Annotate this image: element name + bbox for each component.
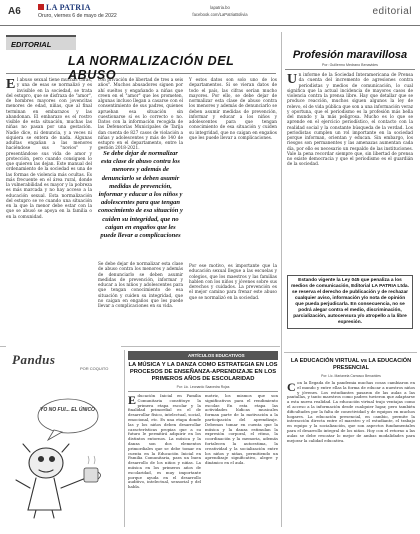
section-name: editorial xyxy=(372,6,412,17)
editorial-tag: EDITORIAL xyxy=(6,35,76,50)
page-number: A6 xyxy=(8,6,21,17)
website-link[interactable]: lapatria.bo xyxy=(210,5,230,10)
virtual-education-byline: Por: Lic. Marianela Carrasco Benavides xyxy=(321,374,381,378)
editorial-col1-text: l abuso sexual tiene muchas caras, y una de esas se normalizó y es invisible en la sociedad, se trata del estupro, que se disfraza de "amor", de hombres mayores con jovencitas menores de edad, niñas, que al final terminan en embarazos y las abandonan. El embarazo es el rostro visible de esta situación, muchas las niñas no pasan por una gestación. Nadie dice, ni denuncia, y a veces ni siquiera se entera de nada. Algunas adultas engañan a las menores haciéndose sus "novios" y presentándose sus vida de amor y protección, pero cuando consiguen lo que quieren las dejan. Este manual del ordenamiento de la sociedad es una de las formas de violencia más ocultas. Es más frecuente en el área rural, donde la vulnerabilidad es mayor y la pobreza es más marcada y no hay acceso a la educación sexual. Esta normalización del estupro se ve cuando una situación en la que la menor debe estar con la que se abusó se apoya en la familia o en la comunidad. xyxy=(6,78,92,220)
article-column-2: motriz, los mismos que son significativos para el rendimiento escolar. En esta etapa las actividades lúdicas musicales forman parte de la motivación a la participación del aprendizaje. Debemos tomar en cuenta que la música y la danza estimulan la expresión corporal, el ritmo, la coordinación y la memoria, además fortalecen la autoestima, la creatividad y la socialización entre los niños y niñas, permitiendo un aprendizaje significativo, alegre y dinámico en el aula. xyxy=(205,393,278,466)
editorial-column-2: con privación de libertad de tres a seis años". Muchos abusadores siguen por ahí sueltos y engañando a niñas que creen en el "amor" que les prometen, algunas incluso llegan a casarse con el consentimiento de sus padres, quienes aprueban esa situación sin cuestionarse si es lo correcto o no. Datos con la información recogida de las Defensorías Municipales de Tarija dan cuenta de 827 casos de violación a niñas y adolescentes y más de 140 de estupro en el departamento, entre la gestión 2018-2021. xyxy=(98,78,183,152)
article-title: LA MÚSICA Y LA DANZA COMO ESTRATEGIA EN LOS PROCESOS DE ENSEÑANZA-APRENDIZAJE EN LOS PRIMEROS AÑOS DE ESCOLARIDAD xyxy=(128,362,278,383)
cartoon-credit: POR COQUITO xyxy=(80,366,109,371)
editorial-column-3-bottom: Por ese motivo, es importante que la educación sexual llegue a las escuelas y colegios, que los maestros y las familias hablen con los niños y jóvenes sobre sus derechos y cuidados. La prevención es el mejor camino para frenar este abuso que se normalizó en la sociedad. xyxy=(189,264,277,301)
section-bar: ARTÍCULOS EDUCATIVOS xyxy=(128,351,278,360)
opinion-body-text: n informe de la Sociedad Interamericana de Prensa da cuenta del incremento de agresiones contra periodistas y medios de comunicación, lo cual significa que la actual incidencia de mayores casos de violencia contra la prensa libre. Hay que detallar que se produce reacción, muchos siguen algunos la ley de relevo, el de vida pública que son a una información veraz y oportuna, que el periodismo es la profesión más bella del mundo y la más peligrosa. Mucho es lo que se aprende en el ejercicio periodístico, el contacto con la realidad social y la constante búsqueda de la verdad. Los periodistas cumplen un rol importante en la sociedad porque informan, orientan y educan. Sin embargo, los riesgos son permanentes y las amenazas aumentan cada día, por ello es necesario un respaldo de las instituciones. Vale la pena recordar siempre que, sin libertad de prensa no existe democracia y que el periodismo es el guardián de la sociedad. xyxy=(287,73,413,168)
article-column-1 xyxy=(128,394,201,527)
opinion-title: Profesión maravillosa xyxy=(292,49,408,61)
legal-notice-box: Estando vigente la Ley 045 que penaliza a los medios de comunicación, Editorial LA PATRIA Ltda. se reserva el derecho de publicación y de rechazar cualquier aviso, información y/o nota de opinión que pueda perjudicarla. En consecuencia, no se podrá alegar contra el medio, discriminación, parcialización, autocensura y/o atropello a la libre expresión. xyxy=(287,275,413,329)
editorial-column-2-bottom: Se debe dejar de normalizar esta clase de abuso contra los menores y además de denunciarlo se deben asumir medidas de prevención, informar y educar a los niños y adolescentes para que tengan conocimiento de esa situación y cuiden su integridad, que no caigan en engaños que les puede llevar a complicaciones en su vida. xyxy=(98,262,183,309)
virtual-education-body xyxy=(287,381,415,527)
brand-name: LA PATRIA xyxy=(46,3,91,12)
virtual-education-text: on la llegada de la pandemia muchas cosas cambiaron en el mundo y entre ellas la forma de educar a nuestros niños y jóvenes. Los estudiantes pasaron de las aulas a las pantallas, y tanto maestros como padres tuvieron que adaptarse a esta nueva realidad. La educación virtual trajo ventajas como el acceso a la información desde cualquier lugar, pero también dificultades por la falta de conectividad y de equipos en muchos hogares. La educación presencial, en cambio, permite la interacción directa entre el maestro y el estudiante, el trabajo en equipo y la socialización, que son aspectos fundamentales para el desarrollo integral de los niños. Hoy con el retorno a las aulas se debe rescatar lo mejor de ambas modalidades para mejorar la calidad educativa. xyxy=(287,380,415,443)
page-header xyxy=(0,0,420,26)
opinion-rule xyxy=(285,69,415,70)
editorial-title: LA NORMALIZACIÓN DEL ABUSO xyxy=(6,54,276,74)
editorial-pullquote: Se debe dejar de normalizar esta clase de abuso contra los menores y además de denunciarlo se deben asumir medidas de prevención, informar y educar a los niños y adolescentes para que tengan conocimiento de esa situación y cuiden su integridad, que no caigan en engaños que les puede llevar a complicaciones xyxy=(98,150,183,240)
column-divider xyxy=(124,350,125,527)
newspaper-logo xyxy=(38,3,91,12)
virtual-education-title: LA EDUCACIÓN VIRTUAL vs LA EDUCACIÓN PRESENCIAL xyxy=(290,358,412,371)
editorial-column-1 xyxy=(6,78,92,340)
speech-bubble-text: YO NO FUI... EL ÚNICO xyxy=(40,407,95,413)
facebook-link[interactable]: facebook.com/LaPatriaBolivia xyxy=(192,12,248,17)
editorial-column-3: Y estos datos son solo uno de los departamentos. Si se vieran datos de todo el país, las cifras serían mucho mayores. Por ello, se debe dejar de normalizar esta clase de abuso contra los menores y además de denunciarlo se deben asumir medidas de prevención, informar y educar a los niños y adolescentes para que tengan conocimiento de esa situación y cuiden su integridad, que no caigan en engaños que les puede llevar a complicaciones. xyxy=(189,78,277,141)
column-divider xyxy=(281,32,282,527)
article-byline: Por: Lic. Leonardo Saavedra Rojas xyxy=(176,385,230,389)
issue-date: Oruro, viernes 6 de mayo de 2022 xyxy=(38,13,117,19)
opinion-byline: Por: Guillermo Medrano Benavides xyxy=(322,63,378,67)
flag-icon xyxy=(38,4,44,10)
opinion-body xyxy=(287,73,413,271)
drop-cap: E xyxy=(128,393,137,407)
drop-cap: C xyxy=(287,380,296,394)
cartoon-logo: Pandus xyxy=(12,352,56,367)
article-col1-text: ducación Inicial en Familia Comunitaria constituye la primera etapa escolar y la finalidad primordial es el de desarrollar físico, intelectual, social, emocional, etc. Es una etapa donde las y los niños deben desarrollar características propias que a su futuro le permitirá adquirir en los distintos entornos. La música y la danza son dos elementos primordiales que se debe tomar en cuenta en la Educación Inicial en Familia Comunitaria, para un buen desarrollo de los niños y niñas. La música en los primeros años de escolaridad, es muy importante porque ayuda en el desarrollo auditivo, intelectual, sensorial y del habla. xyxy=(128,393,201,490)
article-rule xyxy=(128,391,278,392)
drop-cap: E xyxy=(6,77,16,92)
section-divider xyxy=(284,352,417,353)
drop-cap: U xyxy=(287,72,298,87)
